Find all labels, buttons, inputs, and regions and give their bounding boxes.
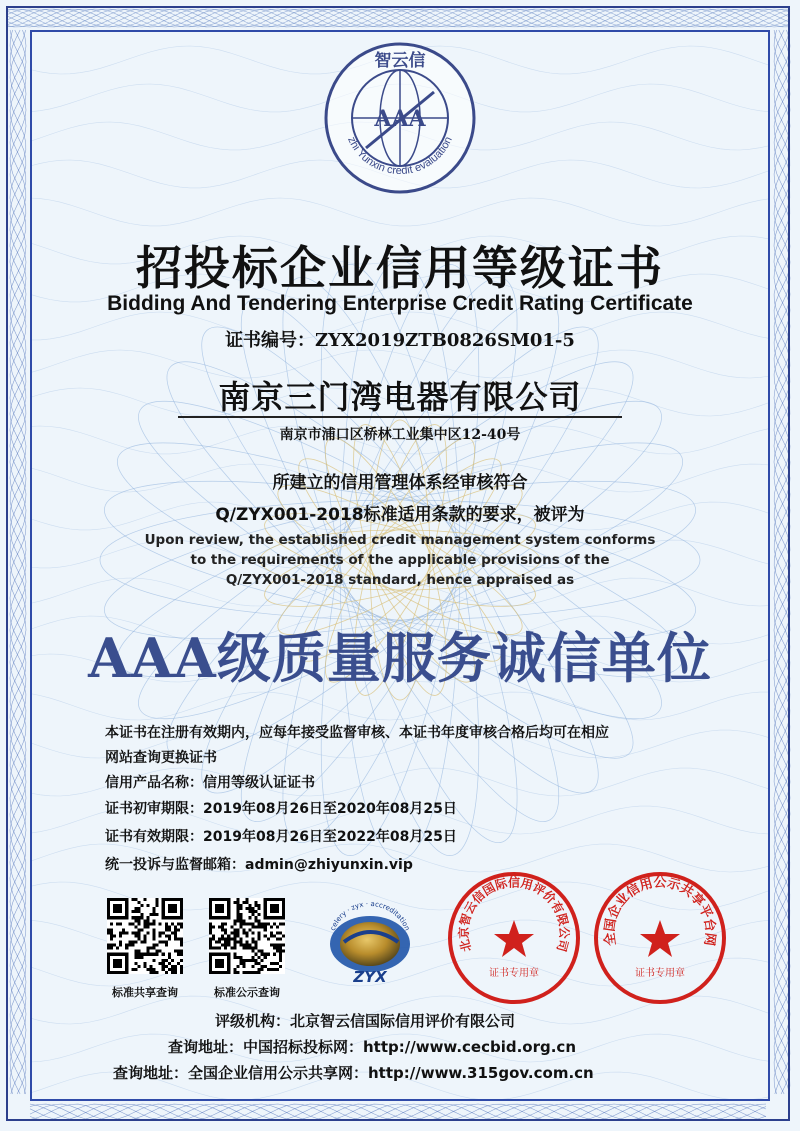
statement-en-line-1: Upon review, the established credit management system conforms (144, 532, 656, 548)
certificate-number: 证书编号：ZYX2019ZTB0826SM01-5 (225, 330, 575, 351)
seal-zhiyunxin-arc: 北京智云信国际信用评价有限公司 (456, 875, 572, 954)
logo-arc-text: zhi Yunxin credit evaluation (345, 134, 455, 178)
zyx-emblem-text: ZYX (353, 968, 387, 986)
statement-cn-line-1: 所建立的信用管理体系经审核符合 (272, 473, 528, 493)
query-address-cecbid: 查询地址：中国招标投标网：http://www.cecbid.org.cn (168, 1038, 577, 1056)
seal-zhiyunxin-bottom: 证书专用章 (489, 968, 539, 979)
qr-code-publicity[interactable] (209, 898, 285, 974)
zhiyunxin-logo (322, 40, 478, 196)
seal-zhiyunxin (444, 868, 584, 1008)
statement-en-line-2: to the requirements of the applicable provisions of the (190, 552, 610, 568)
qr-label-share: 标准共享查询 (112, 986, 178, 999)
qr-label-publicity: 标准公示查询 (214, 986, 280, 999)
company-name: 南京三门湾电器有限公司 (218, 378, 582, 416)
seal-national-bottom: 证书专用章 (635, 968, 685, 979)
initial-review-period: 证书初审期限：2019年08月26日至2020年08月25日 (105, 801, 457, 817)
certificate-title-cn: 招投标企业信用等级证书 (136, 241, 664, 295)
validity-period: 证书有效期限：2019年08月26日至2022年08月25日 (105, 829, 457, 845)
certificate-title-en: Bidding And Tendering Enterprise Credit Rating Certificate (107, 292, 693, 315)
query-address-315gov: 查询地址：全国企业信用公示共享网：http://www.315gov.com.cn (113, 1064, 594, 1082)
company-underline (178, 416, 622, 418)
statement-en-line-3: Q/ZYX001-2018 standard, hence appraised as (225, 572, 575, 588)
grade-title: AAA级质量服务诚信单位 (88, 626, 712, 690)
zyx-emblem-arc: celery · zyx · accreditation (328, 899, 412, 932)
qr-code-share[interactable] (107, 898, 183, 974)
note-line-2: 网站查询更换证书 (105, 750, 217, 766)
product-name: 信用产品名称：信用等级认证证书 (105, 775, 315, 791)
logo-chinese: 智云信 (374, 51, 426, 71)
note-line-1: 本证书在注册有效期内，应每年接受监督审核、本证书年度审核合格后均可在相应 (105, 725, 609, 741)
seal-national-arc: 全国企业信用公示共享平台网 (602, 875, 718, 947)
company-address: 南京市浦口区桥林工业集中区12-40号 (279, 427, 521, 443)
complaint-email: 统一投诉与监督邮箱：admin@zhiyunxin.vip (105, 857, 413, 873)
zyx-emblem (318, 892, 422, 988)
statement-cn-line-2: Q/ZYX001-2018标准适用条款的要求，被评为 (215, 505, 585, 525)
logo-mark: AAA (374, 106, 426, 132)
seal-national-platform (590, 868, 730, 1008)
issuer: 评级机构：北京智云信国际信用评价有限公司 (215, 1012, 516, 1030)
